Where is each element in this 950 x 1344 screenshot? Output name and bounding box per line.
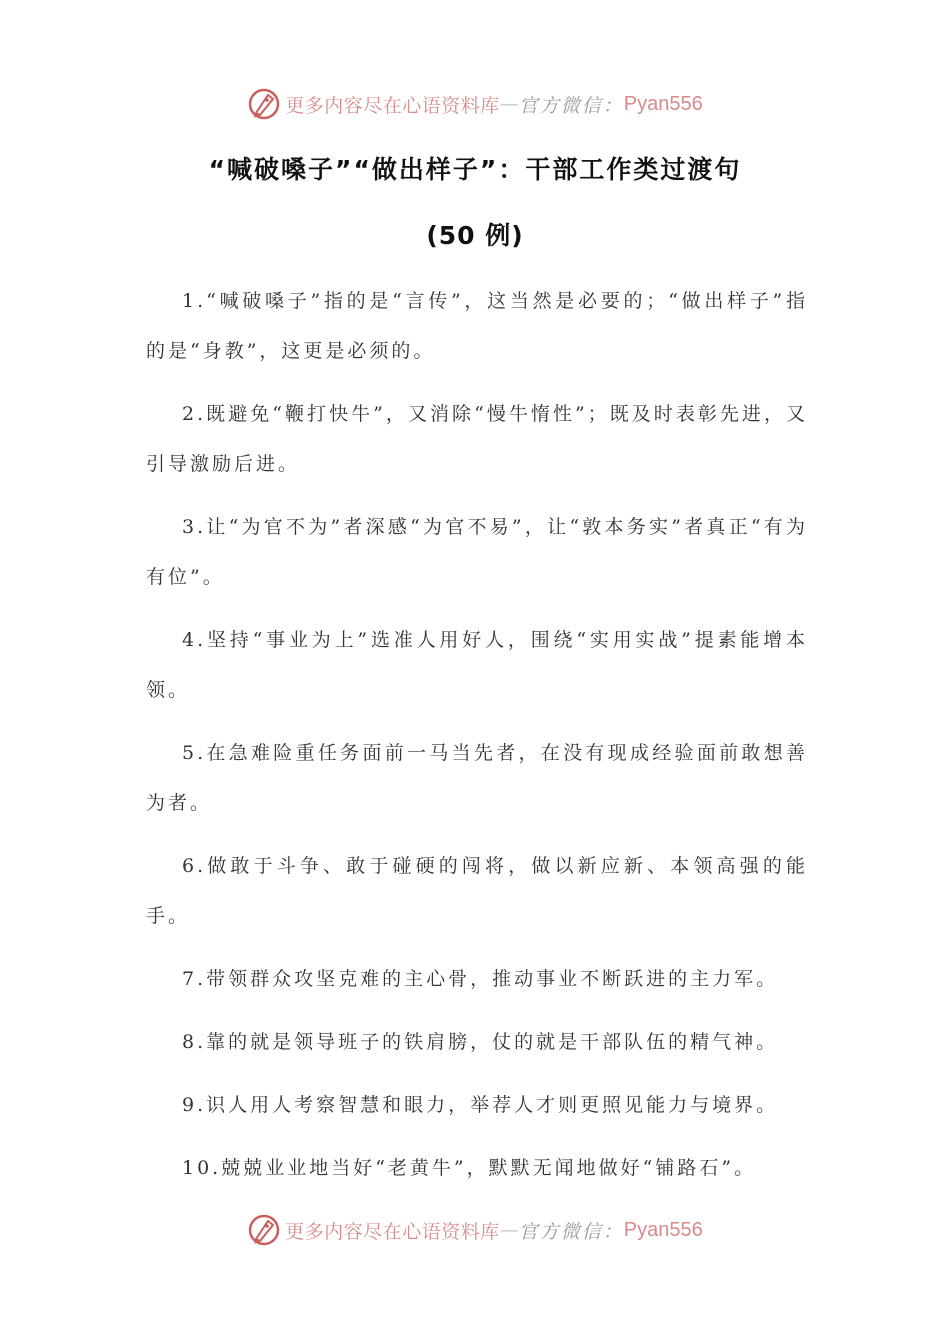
list-item: 2.既避免“鞭打快牛”，又消除“慢牛惰性”；既及时表彰先进，又引导激励后进。 bbox=[146, 403, 808, 475]
list-item: 8.靠的就是领导班子的铁肩膀，仗的就是干部队伍的精气神。 bbox=[182, 1031, 779, 1053]
banner-wechat-id: Pyan556 bbox=[623, 92, 703, 115]
banner-brand-text: 更多内容尽在心语资料库 bbox=[285, 1220, 500, 1243]
footer-banner bbox=[0, 1210, 950, 1250]
pen-nib-logo-icon bbox=[247, 87, 281, 121]
document-subtitle-count: (50 例) bbox=[426, 221, 524, 250]
list-item: 1.“喊破嗓子”指的是“言传”，这当然是必要的；“做出样子”指的是“身教”，这更是必须的。 bbox=[146, 290, 808, 362]
pen-nib-logo-icon bbox=[247, 1213, 281, 1247]
list-item: 6.做敢于斗争、敢于碰硬的闯将，做以新应新、本领高强的能手。 bbox=[146, 855, 808, 927]
header-banner bbox=[0, 84, 950, 124]
list-item: 7.带领群众攻坚克难的主心骨，推动事业不断跃进的主力军。 bbox=[182, 968, 779, 990]
banner-wechat-id: Pyan556 bbox=[623, 1218, 703, 1241]
document-title: “喊破嗓子”“做出样子”：干部工作类过渡句 bbox=[208, 155, 742, 184]
banner-separator: — bbox=[499, 93, 519, 115]
banner-separator: — bbox=[499, 1219, 519, 1241]
banner-brand-text: 更多内容尽在心语资料库 bbox=[285, 94, 500, 117]
list-item: 4.坚持“事业为上”选准人用好人，围绕“实用实战”提素能增本领。 bbox=[146, 629, 808, 701]
list-item: 10.兢兢业业地当好“老黄牛”，默默无闻地做好“铺路石”。 bbox=[182, 1157, 757, 1179]
banner-wechat-label: 官方微信： bbox=[518, 94, 624, 117]
content-list bbox=[146, 276, 808, 1206]
list-item: 3.让“为官不为”者深感“为官不易”，让“敦本务实”者真正“有为有位”。 bbox=[146, 516, 808, 588]
list-item: 9.识人用人考察智慧和眼力，举荐人才则更照见能力与境界。 bbox=[182, 1094, 779, 1116]
list-item: 5.在急难险重任务面前一马当先者，在没有现成经验面前敢想善为者。 bbox=[146, 742, 808, 814]
banner-wechat-label: 官方微信： bbox=[518, 1220, 624, 1243]
